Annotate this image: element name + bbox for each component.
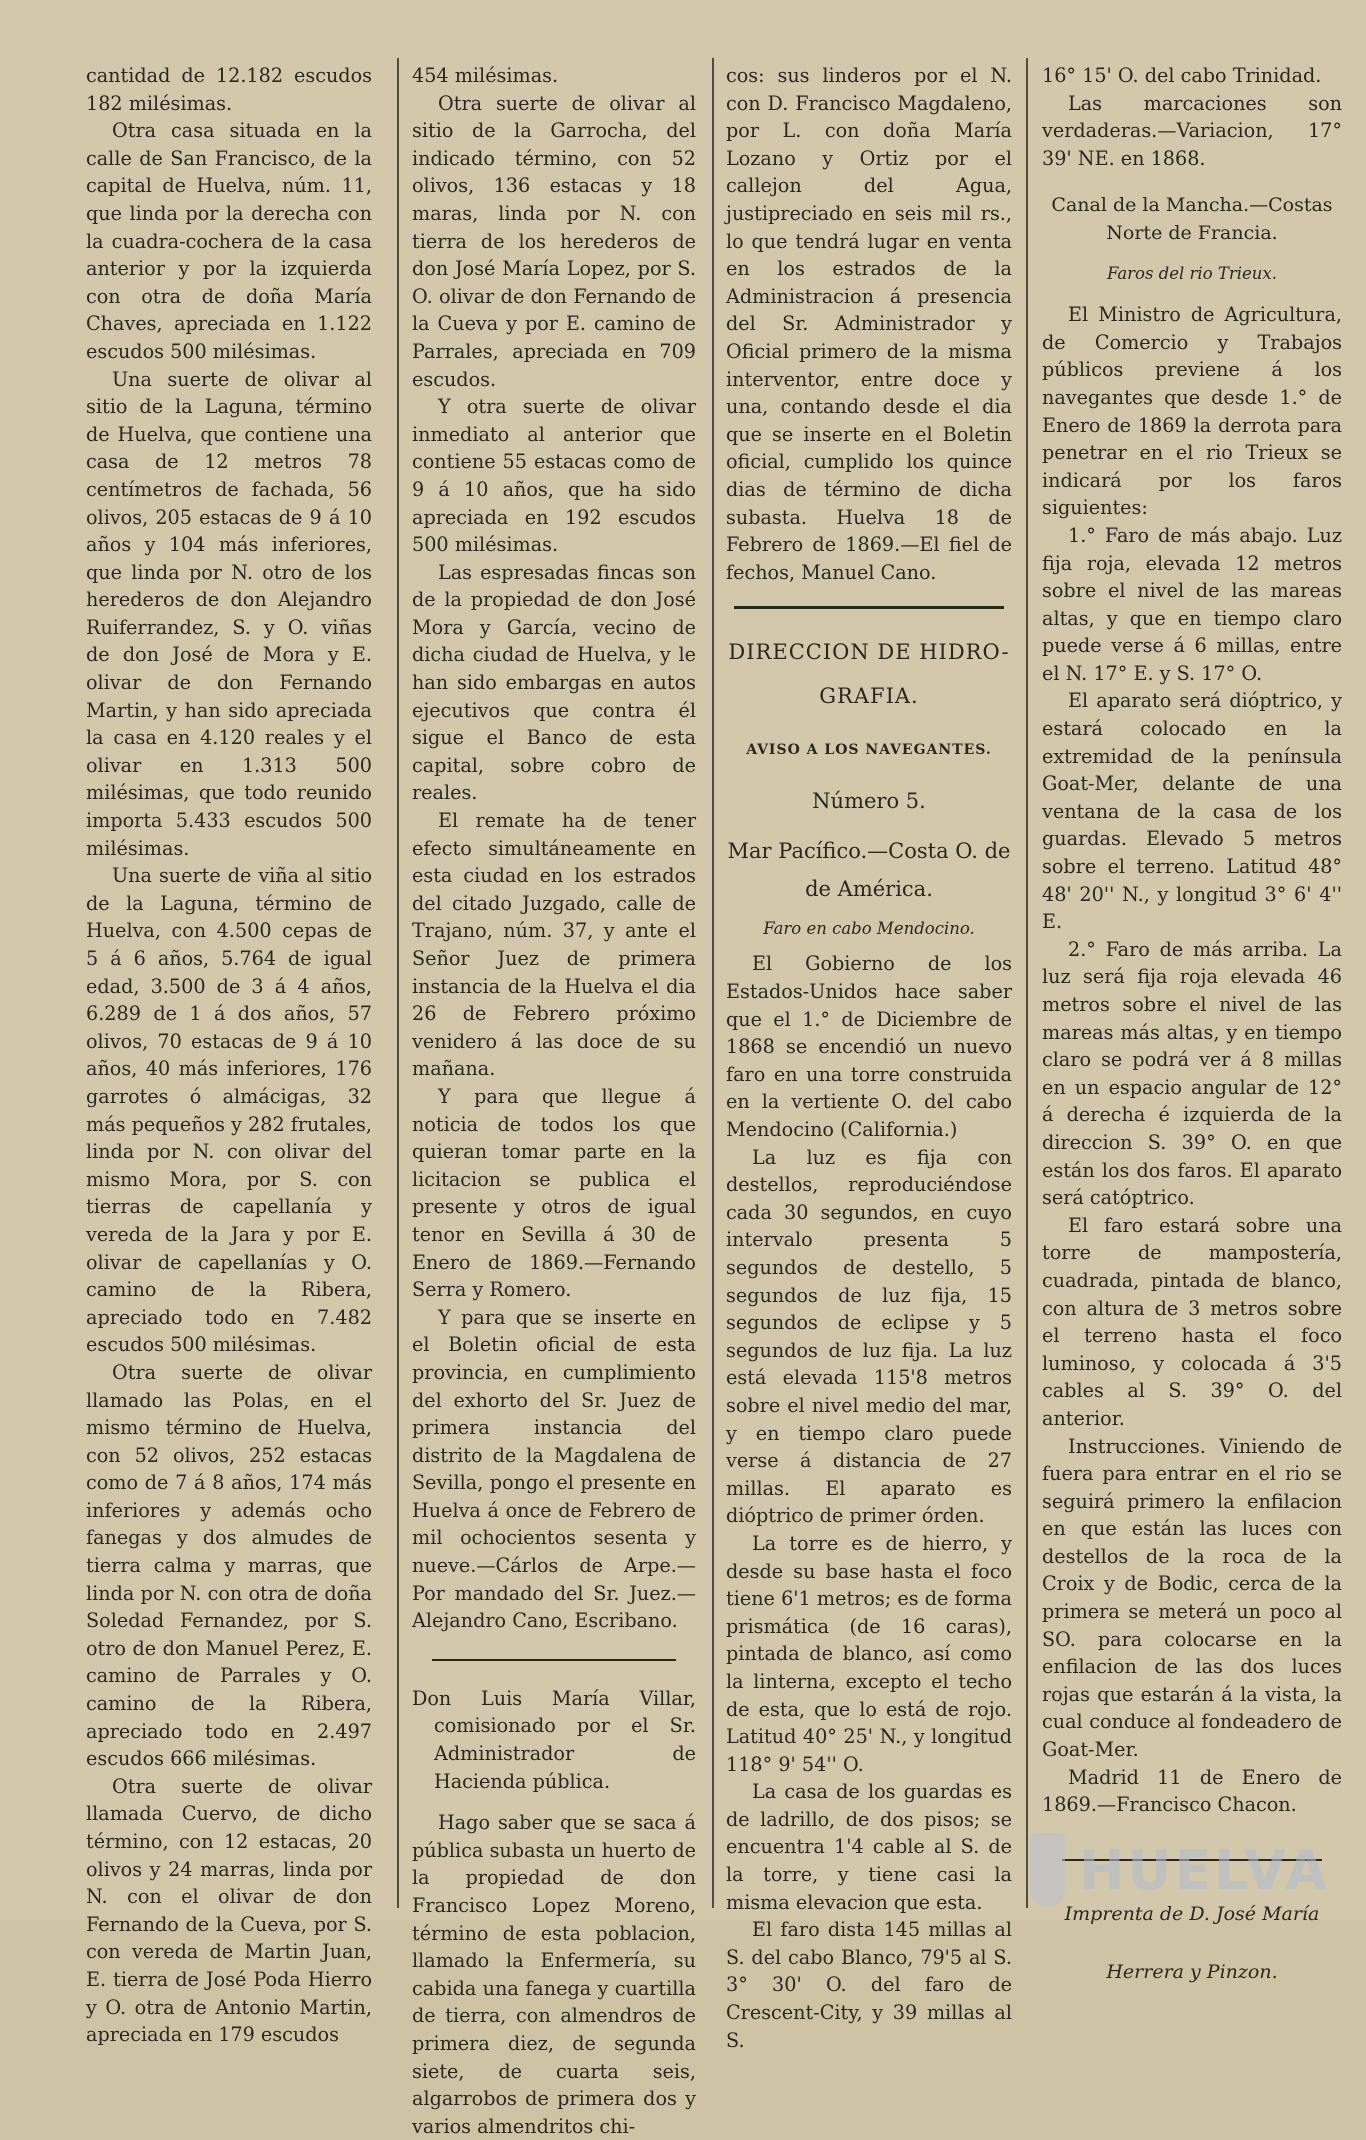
section-title: DIRECCION DE HIDRO-	[728, 640, 1010, 665]
paragraph: La torre es de hierro, y desde su base hasta el foco tiene 6'1 metros; es de forma prismática (de 16 caras), pintada de blanco, así como la linterna, excepto el techo de esta, que lo está de rojo. Latitud 40° 25' N., y longitud 118° 9' 54'' O.	[726, 1531, 1012, 1776]
column-divider	[1026, 58, 1028, 1908]
column-divider	[712, 58, 714, 1908]
paragraph: El Gobierno de los Estados-Unidos hace saber que el 1.° de Diciembre de 1868 se encendió un nuevo faro en una torre construida en la vertiente O. del cabo Mendocino (California.)	[726, 952, 1012, 1142]
paragraph: La casa de los guardas es de ladrillo, de dos pisos; se encuentra 1'4 cable al S. de la torre, y tiene casi la misma elevacion que esta.	[726, 1780, 1012, 1914]
paragraph: cantidad de 12.182 escudos 182 milésimas.	[86, 64, 372, 115]
seal-icon	[1030, 1833, 1065, 1907]
region-title: Mar Pacífico.—Costa O. de	[727, 838, 1011, 863]
paragraph: La luz es fija con destellos, reproduciéndose cada 30 segundos, en cuyo intervalo presenta 5 segundos de destello, 5 segundos de luz fija, 15 segundos de eclipse y 5 segundos de luz fija. La luz está elevada 115'8 metros sobre el nivel medio del mar, y en tiempo claro puede verse á distancia de 27 millas. El aparato es dióptrico de primer órden.	[726, 1145, 1012, 1528]
paragraph: El Ministro de Agricultura, de Comercio y Trabajos públicos previene á los navegantes que desde 1.° de Enero de 1869 la derrota para penetrar en el rio Trieux se indicará por los faros siguientes:	[1042, 303, 1342, 520]
section-title: Canal de la Mancha.—Costas	[1051, 194, 1333, 217]
printer-credit: Herrera y Pinzon.	[1106, 1960, 1278, 1983]
paragraph: 454 milésimas.	[412, 64, 559, 87]
paragraph: Otra suerte de olivar llamado las Polas, en el mismo término de Huelva, con 52 olivos, 252 estacas como de 7 á 8 años, 174 más inferiores y además ocho fanegas y dos almudes de tierra calma y marras, que linda por N. con otra de doña Soledad Fernandez, por S. otro de don Manuel Perez, E. camino de Parrales y O. camino de la Ribera, apreciado todo en 2.497 escudos 666 milésimas.	[86, 1360, 372, 1771]
notice-label: AVISO A LOS NAVEGANTES.	[746, 742, 992, 759]
paragraph: El aparato será dióptrico, y estará colocado en la extremidad de la península Goat-Mer, delante de una ventana de la casa de los guardas. Elevado 5 metros sobre el terreno. Latitud 48° 48' 20'' N., y longitud 3° 6' 4'' E.	[1042, 689, 1342, 934]
paragraph: Las marcaciones son verdaderas.—Variacion, 17° 39' NE. en 1868.	[1042, 91, 1342, 170]
paragraph: 2.° Faro de más arriba. La luz será fija roja elevada 46 metros sobre el nivel de las mareas más altas, y en tiempo claro se podrá ver á 8 millas en un espacio angular de 12° á derecha é izquierda de la direccion S. 39° O. en que están los dos faros. El aparato será catóptrico.	[1042, 937, 1342, 1210]
column-3	[726, 62, 1012, 2052]
region-title: de América.	[805, 876, 933, 901]
section-divider	[734, 606, 1004, 609]
paragraph: El faro estará sobre una torre de mampostería, cuadrada, pintada de blanco, con altura de 3 metros sobre el terreno hasta el foco luminoso, y colocada á 3'5 cables al S. 39° O. del anterior.	[1042, 1213, 1342, 1430]
paragraph: Una suerte de viña al sitio de la Laguna, término de Huelva, con 4.500 cepas de 5 á 6 años, 5.764 de igual edad, 3.500 de 3 á 4 años, 6.289 de 1 á dos años, 57 olivos, 70 estacas de 9 á 10 años, 40 más inferiores, 176 garrotes ó almácigas, 32 más pequeños y 282 frutales, linda por N. con olivar del mismo Mora, por S. con tierras de capellanía y vereda de la Jara y por E. olivar de capellanías y O. camino de la Ribera, apreciado todo en 7.482 escudos 500 milésimas.	[86, 864, 372, 1357]
paragraph: 1.° Faro de más abajo. Luz fija roja, elevada 12 metros sobre el nivel de las mareas altas, y que en tiempo claro puede verse á 6 millas, entre el N. 17° E. y S. 17° O.	[1042, 523, 1342, 685]
paragraph: Otra suerte de olivar al sitio de la Garrocha, del indicado término, con 52 olivos, 136 estacas y 18 maras, linda por N. con tierra de los herederos de don José María Lopez, por S. O. olivar de don Fernando de la Cueva y por E. camino de Parrales, apreciada en 709 escudos.	[412, 91, 696, 391]
watermark-text: HUELVA	[1079, 1838, 1330, 1902]
section-title: Norte de Francia.	[1106, 221, 1278, 244]
column-2	[412, 62, 696, 2138]
paragraph: Una suerte de olivar al sitio de la Laguna, término de Huelva, que contiene una casa de 12 metros 78 centímetros de fachada, 56 olivos, 205 estacas de 9 á 10 años y 104 más inferiores, que linda por N. otro de los herederos de don Alejandro Ruiferrandez, S. y O. viñas de don José de Mora y E. olivar de don Fernando Martin, y han sido apreciada la casa en 4.120 reales y el olivar en 1.313 500 milésimas, que todo reunido importa 5.433 escudos 500 milésimas.	[86, 367, 372, 860]
lighthouse-title: Faros del rio Trieux.	[1106, 263, 1277, 283]
lighthouse-title: Faro en cabo Mendocino.	[763, 918, 975, 938]
paragraph: El faro dista 145 millas al S. del cabo Blanco, 79'5 al S. 3° 30' O. del faro de Crescent-City, y 39 millas al S.	[726, 1918, 1012, 2052]
section-title: GRAFIA.	[819, 684, 919, 709]
paragraph: El remate ha de tener efecto simultáneamente en esta ciudad en los estrados del citado Juzgado, calle de Trajano, núm. 37, y ante el Señor Juez de primera instancia de la Huelva el dia 26 de Febrero próximo venidero á las doce de su mañana.	[412, 809, 696, 1081]
paragraph: Hago saber que se saca á pública subasta un huerto de la propiedad de don Francisco Lopez Moreno, término de esta poblacion, llamado la Enfermería, su cabida una fanega y cuartilla de tierra, con almendros de primera diez, de segunda siete, de cuarta seis, algarrobos de primera dos y varios almendritos chi-	[412, 1811, 696, 2138]
printer-credit: Imprenta de D. José María	[1064, 1902, 1320, 1925]
paragraph: Y para que se inserte en el Boletin oficial de esta provincia, en cumplimiento del exhorto del Sr. Juez de primera instancia del distrito de la Magdalena de Sevilla, pongo el presente en Huelva á once de Febrero de mil ochocientos sesenta y nueve.—Cárlos de Arpe.—Por mandado del Sr. Juez.—Alejandro Cano, Escribano.	[412, 1305, 696, 1633]
paragraph: Y para que llegue á noticia de todos los que quieran tomar parte en la licitacion se publica el presente y otros de igual tenor en Sevilla á 30 de Enero de 1869.—Fernando Serra y Romero.	[412, 1084, 696, 1302]
paragraph: 16° 15' O. del cabo Trinidad.	[1042, 64, 1322, 87]
paragraph: Otra casa situada en la calle de San Francisco, de la capital de Huelva, núm. 11, que linda por la derecha con la cuadra-cochera de la casa anterior y por la izquierda con otra de doña María Chaves, apreciada en 1.122 escudos 500 milésimas.	[86, 119, 372, 363]
paragraph: Y otra suerte de olivar inmediato al anterior que contiene 55 estacas como de 9 á 10 años, que ha sido apreciada en 192 escudos 500 milésimas.	[412, 395, 696, 557]
section-divider	[432, 1659, 676, 1661]
column-4	[1042, 62, 1342, 1983]
notice-number: Número 5.	[812, 788, 926, 813]
paragraph: Otra suerte de olivar llamada Cuervo, de dicho término, con 12 estacas, 20 olivos y 24 marras, linda por N. con el olivar de don Fernando de la Cueva, por S. con vereda de Martin Juan, E. tierra de José Poda Hierro y O. otra de Antonio Martin, apreciada en 179 escudos	[86, 1774, 372, 2047]
paragraph: cos: sus linderos por el N. con D. Francisco Magdaleno, por L. con doña María Lozano y Ortiz por el callejon del Agua, justipreciado en seis mil rs., lo que tendrá lugar en venta en los estrados de la Administracion á presencia del Sr. Administrador y Oficial primero de la misma interventor, entre doce y una, contando desde el dia que se inserte en el Boletin oficial, cumplido los quince dias de término de dicha subasta. Huelva 18 de Febrero de 1869.—El fiel de fechos, Manuel Cano.	[726, 64, 1012, 584]
column-divider	[397, 58, 399, 1908]
notice-heading: Don Luis María Villar, comisionado por el Sr. Administrador de Hacienda pública.	[412, 1686, 696, 1793]
paragraph: Instrucciones. Viniendo de fuera para entrar en el rio se seguirá primero la enfilacion en que están las luces con destellos de la roca de la Croix y de Bodic, cerca de la primera se meterá un poco al SO. para colocarse en la enfilacion de las dos luces rojas que estarán á la vista, la cual conduce al fondeadero de Goat-Mer.	[1042, 1434, 1342, 1762]
paragraph: Las espresadas fincas son de la propiedad de don José Mora y García, vecino de dicha ciudad de Huelva, y le han sido embargas en autos ejecutivos que contra él sigue el Banco de esta capital, sobre cobro de reales.	[412, 560, 696, 805]
date-signature: Madrid 11 de Enero de 1869.—Francisco Chacon.	[1042, 1765, 1342, 1817]
column-1	[86, 62, 372, 2047]
archive-watermark	[1030, 1828, 1330, 1912]
